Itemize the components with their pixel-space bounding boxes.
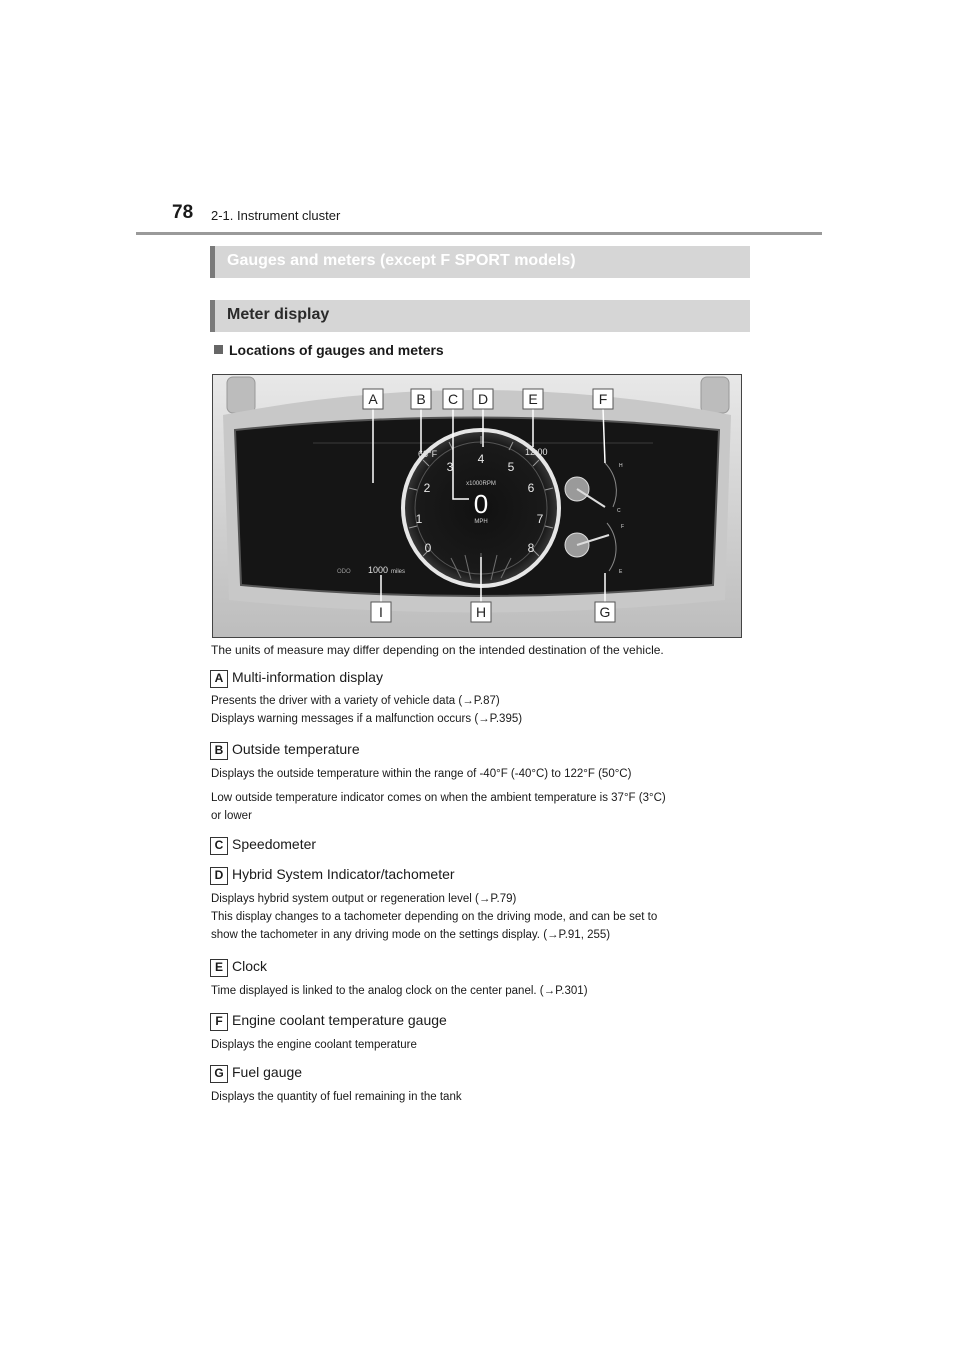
item-title: Speedometer	[232, 836, 317, 852]
item-letter-badge: E	[210, 959, 228, 977]
fuel-gauge-full: F	[621, 524, 625, 530]
figure-heading	[214, 342, 444, 358]
item-letter-badge: F	[210, 1013, 228, 1031]
square-bullet-icon	[214, 345, 223, 354]
callout-label: H	[475, 604, 487, 620]
description-line: This display changes to a tachometer depending on the driving mode, and can be set to	[211, 911, 658, 923]
tach-number: 3	[446, 460, 454, 474]
tach-number: 5	[507, 460, 515, 474]
item-description	[211, 1036, 751, 1054]
chapter-section-label: 2-1. Instrument cluster	[211, 208, 341, 223]
item-letter-badge: C	[210, 837, 228, 855]
item-letter-badge: A	[210, 670, 228, 688]
odometer-unit: miles	[391, 569, 406, 575]
instrument-cluster-figure	[212, 374, 742, 638]
item-letter-badge: D	[210, 867, 228, 885]
header-rule	[136, 232, 822, 235]
callout-label: F	[598, 391, 608, 407]
item-description	[211, 1088, 751, 1106]
units-note: The units of measure may differ depending on the intended destination of the vehicle.	[211, 643, 664, 657]
item-title: Multi-information display	[232, 669, 383, 685]
outside-temperature: 68°F	[418, 449, 438, 459]
description-line: show the tachometer in any driving mode on the settings display. (→P.91, 255)	[211, 929, 611, 941]
instrument-cluster-illustration	[213, 375, 741, 637]
fuel-gauge-empty: E	[619, 569, 623, 575]
temp-gauge-hot: H	[619, 463, 623, 469]
item-letter-badge: B	[210, 742, 228, 760]
callout-label: D	[477, 391, 489, 407]
description-line: Displays warning messages if a malfunction occurs (→P.395)	[211, 713, 523, 725]
item-description	[211, 765, 751, 825]
item-title: Hybrid System Indicator/tachometer	[232, 866, 455, 882]
description-line: Time displayed is linked to the analog clock on the center panel. (→P.301)	[211, 985, 588, 997]
item-title: Clock	[232, 958, 268, 974]
tach-number: 0	[424, 541, 432, 555]
description-line: Displays the engine coolant temperature	[211, 1039, 417, 1051]
tach-number: 1	[415, 512, 423, 526]
description-line: Low outside temperature indicator comes on when the ambient temperature is 37°F (3°C)	[211, 792, 666, 804]
tach-number: 2	[423, 481, 431, 495]
page-number: 78	[172, 202, 194, 223]
callout-label: B	[416, 391, 426, 407]
description-line: Displays the outside temperature within the range of -40°F (-40°C) to 122°F (50°C)	[211, 768, 632, 780]
tach-number: 7	[536, 512, 544, 526]
description-line: Presents the driver with a variety of vehicle data (→P.87)	[211, 695, 500, 707]
item-description	[211, 692, 751, 728]
item-description	[211, 890, 751, 944]
callout-label: I	[379, 604, 383, 620]
item-letter-badge: G	[210, 1065, 228, 1083]
clock-readout: 12:00	[525, 447, 548, 457]
section-title-bar	[210, 246, 750, 278]
tach-number: 4	[477, 452, 485, 466]
callout-label: E	[528, 391, 538, 407]
item-title: Engine coolant temperature gauge	[232, 1012, 447, 1028]
description-line: Displays hybrid system output or regeneration level (→P.79)	[211, 893, 517, 905]
odometer-label: ODO	[337, 569, 351, 575]
rpm-unit: x1000RPM	[466, 481, 496, 487]
speed-readout: 0	[473, 489, 489, 519]
description-line: or lower	[211, 810, 252, 822]
tach-number: 6	[527, 481, 535, 495]
item-title: Outside temperature	[232, 741, 360, 757]
section-title: Gauges and meters (except F SPORT models)	[227, 252, 576, 269]
figure-heading-text: Locations of gauges and meters	[229, 342, 444, 358]
subsection-title: Meter display	[227, 306, 330, 323]
temp-gauge-cold: C	[617, 508, 621, 514]
speed-unit: MPH	[474, 519, 488, 525]
callout-label: G	[599, 604, 611, 620]
tach-number: 8	[527, 541, 535, 555]
subsection-title-bar	[210, 300, 750, 332]
callout-label: A	[368, 391, 378, 407]
odometer-value: 1000	[368, 565, 389, 575]
callout-label: C	[447, 391, 459, 407]
item-title: Fuel gauge	[232, 1064, 303, 1080]
description-line: Displays the quantity of fuel remaining in the tank	[211, 1091, 462, 1103]
item-description	[211, 982, 751, 1000]
